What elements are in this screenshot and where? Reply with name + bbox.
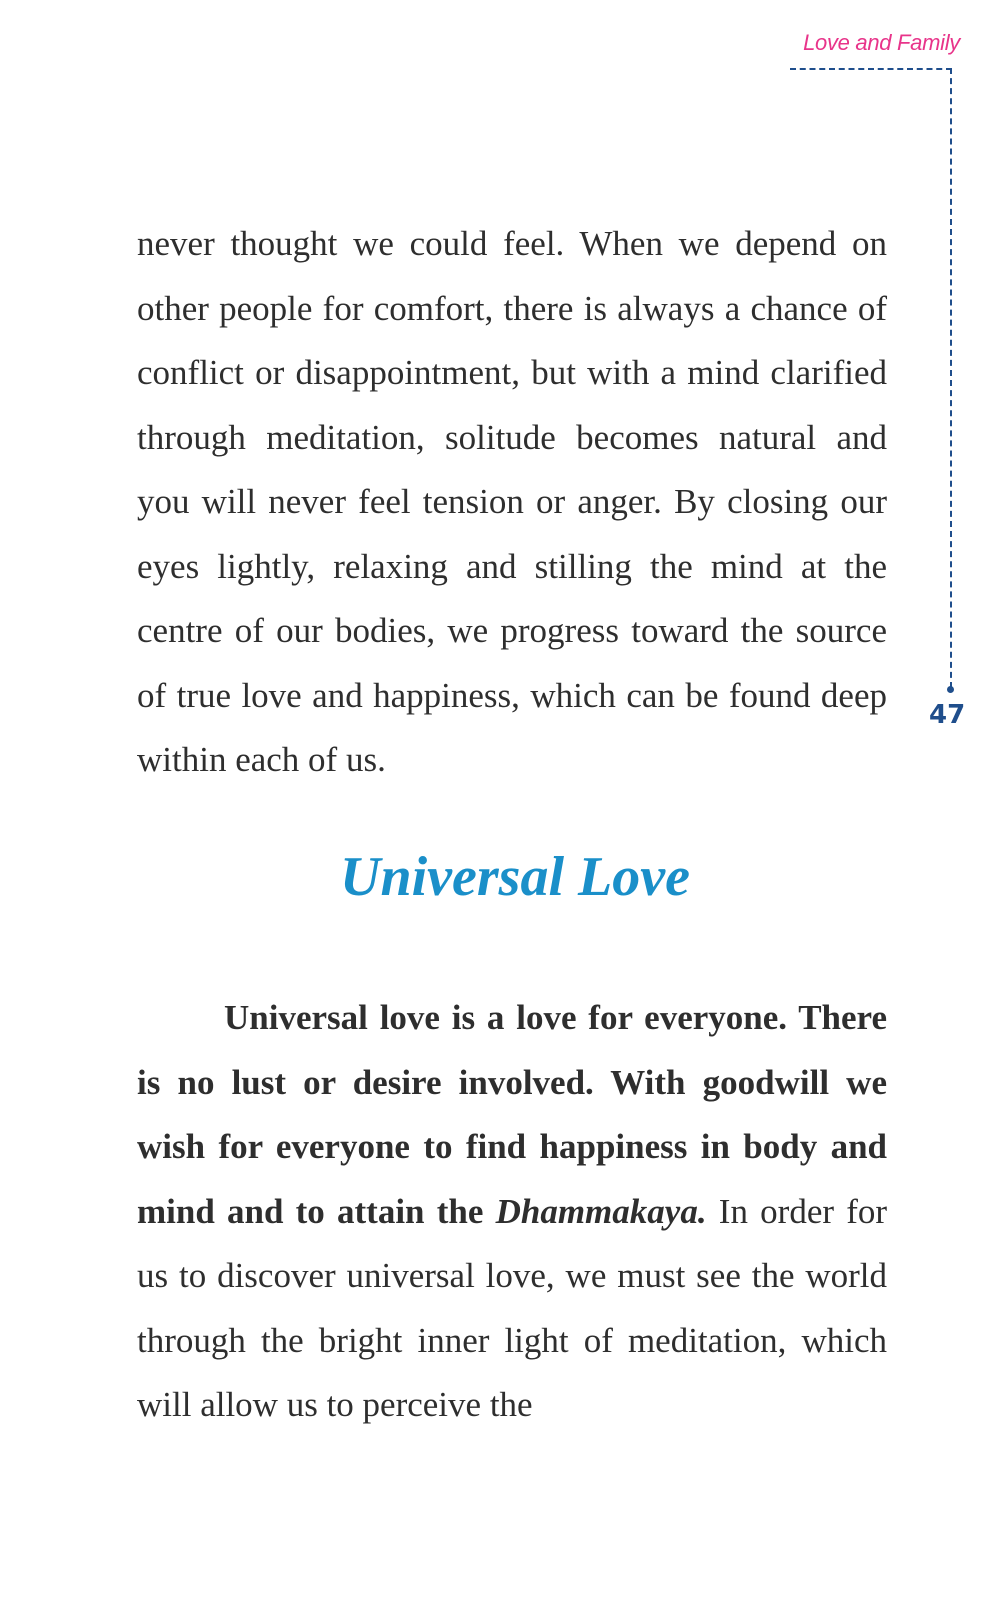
page-number: 47 bbox=[929, 700, 966, 730]
running-head: Love and Family bbox=[803, 30, 960, 55]
header-dashed-rule bbox=[790, 68, 952, 70]
rule-end-dot bbox=[947, 686, 954, 693]
lead-text: Universal love is a love for everyone. There is no lust or desire involved. With goodwill we wish for everyone to find happiness in body and mind and to attain the bbox=[137, 998, 887, 1231]
margin-dashed-rule bbox=[950, 68, 952, 688]
body-paragraph: never thought we could feel. When we depend on other people for comfort, there is always a chance of conflict or disappointment, but with a mind clarified through meditation, solitude becomes natural and you will never feel tension or anger. By closing our eyes lightly, relaxing and stilling the mind at the centre of our bodies, we progress toward the source of true love and happiness, which can be found deep within each of us. bbox=[137, 224, 887, 779]
section-heading: Universal Love bbox=[340, 846, 690, 908]
body-paragraph-universal-love bbox=[137, 986, 887, 1438]
dhammakaya-term: Dhammakaya. bbox=[495, 1191, 707, 1231]
body-text-continuation: In order for us to discover universal love, we must see the world through the bright inner light of meditation, which will allow us to perceive the bbox=[137, 1191, 888, 1424]
